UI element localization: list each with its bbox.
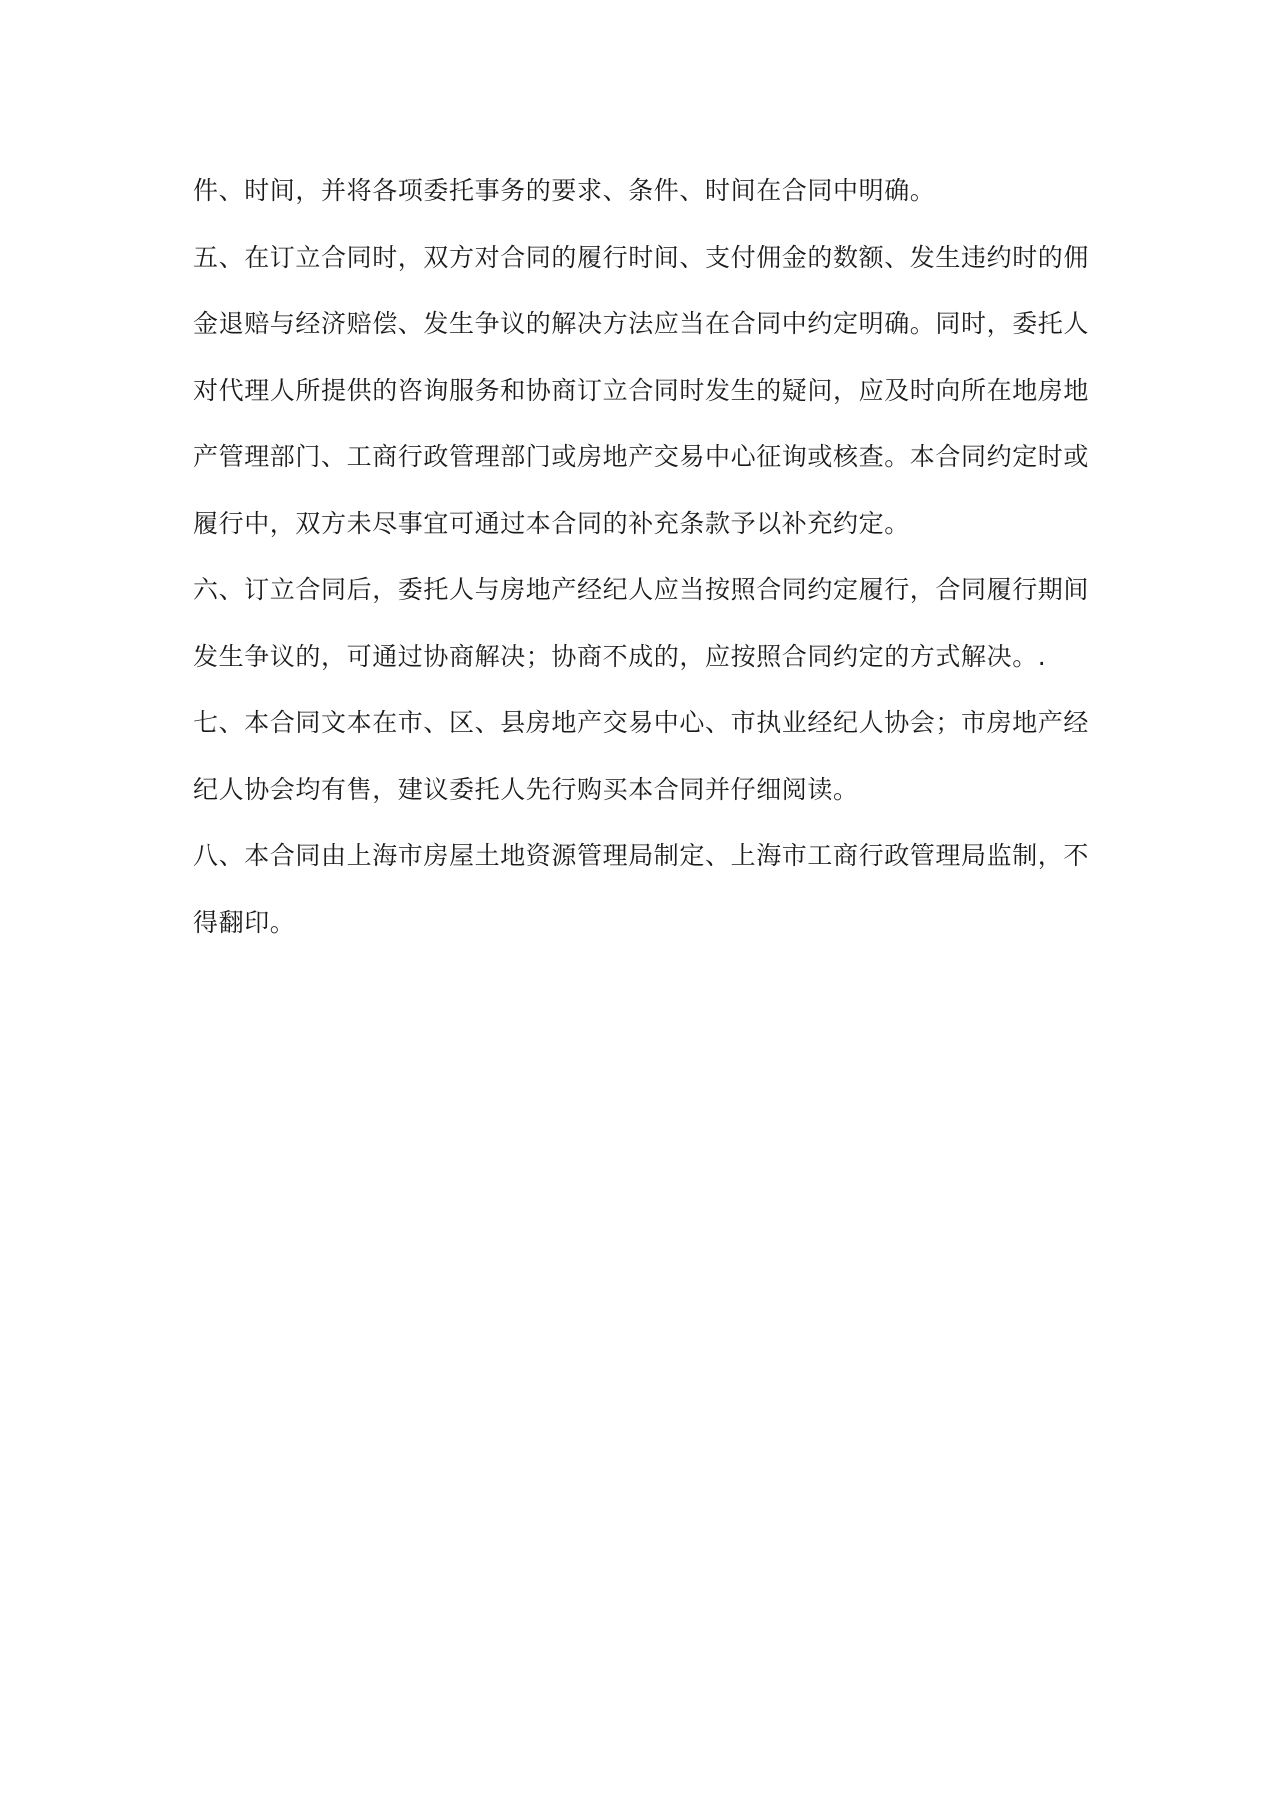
- document-body: [193, 158, 1093, 956]
- text-line-9: 七、本合同文本在市、区、县房地产交易中心、市执业经纪人协会；市房地产经: [193, 708, 1090, 737]
- text-line-11: 八、本合同由上海市房屋土地资源管理局制定、上海市工商行政管理局监制，不: [193, 841, 1090, 870]
- text-line-6: 履行中，双方未尽事宜可通过本合同的补充条款予以补充约定。: [193, 508, 910, 538]
- text-line-7: 六、订立合同后，委托人与房地产经纪人应当按照合同约定履行，合同履行期间: [193, 575, 1090, 604]
- text-line-5: 产管理部门、工商行政管理部门或房地产交易中心征询或核查。本合同约定时或: [193, 442, 1090, 471]
- text-line-4: 对代理人所提供的咨询服务和协商订立合同时发生的疑问，应及时向所在地房地: [193, 375, 1090, 405]
- text-line-8: 发生争议的，可通过协商解决；协商不成的，应按照合同约定的方式解决。.: [193, 641, 1047, 671]
- text-line-12: 得翻印。: [193, 907, 296, 937]
- text-line-2: 五、在订立合同时，双方对合同的履行时间、支付佣金的数额、发生违约时的佣: [193, 242, 1090, 272]
- text-line-10: 纪人协会均有售，建议委托人先行购买本合同并仔细阅读。: [193, 774, 859, 804]
- text-line-1: 件、时间，并将各项委托事务的要求、条件、时间在合同中明确。: [193, 176, 936, 205]
- text-line-3: 金退赔与经济赔偿、发生争议的解决方法应当在合同中约定明确。同时，委托人: [193, 309, 1090, 338]
